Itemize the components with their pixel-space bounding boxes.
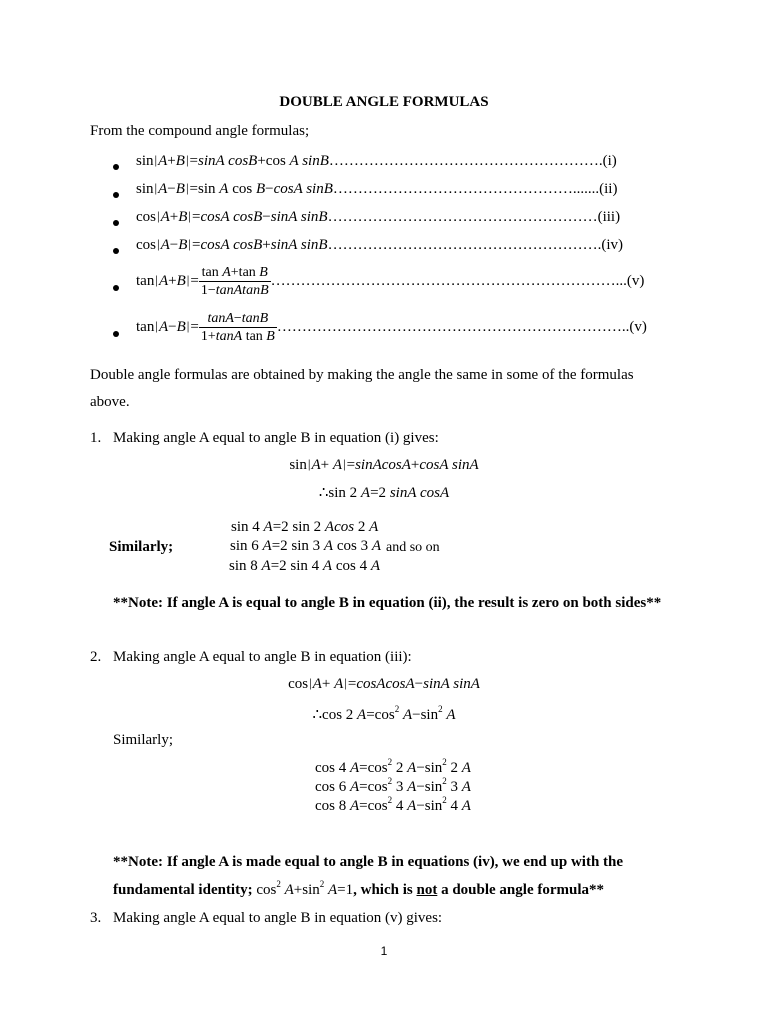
section-2-note-line-2 bbox=[113, 879, 605, 899]
eq-cos-6a: cos 6 $A=\cos^2$ 3 $A-\sin^2$ 3 A bbox=[315, 776, 471, 795]
section-2-note-line-1: **Note: If angle A is made equal to angle B in equations (iv), we end up with the bbox=[113, 854, 624, 870]
formula-vi: tan|A−B|= $\frac{\tan A-\tan B}{\text{1+tanA tan B}}$ ……………………………………………………………..(v) bbox=[136, 311, 647, 344]
note-fundamental-label: fundamental identity; bbox=[113, 882, 253, 898]
eq-cos-4a: cos 4 $A=\cos^2$ 2 $A-\sin^2$ 2 A bbox=[315, 757, 471, 776]
bullet-icon bbox=[113, 164, 119, 170]
eq-cos-2a: ∴cos 2 $A=\cos^2$ $A-\sin^2$ A bbox=[312, 704, 456, 723]
formula-vi-dots: ……………………………………………………………..(v) bbox=[276, 318, 647, 335]
formula-v: tan|A+B|= $\frac{\text{tan A+tan B}}{\text{1−tanAtanB}}$ ……………………………………………………………...(v) bbox=[136, 265, 645, 298]
intro-text: From the compound angle formulas; bbox=[90, 123, 310, 139]
section-3-text: Making angle A equal to angle B in equation (v) gives: bbox=[113, 910, 443, 926]
formula-i-dots: ……………………………………………….(i) bbox=[328, 153, 617, 169]
bullet-formula-i bbox=[113, 158, 119, 175]
fraction: $\frac{\text{tan A+tan B}}{\text{1−tanAtanB}}$ bbox=[200, 265, 269, 298]
formula-v-dots: ……………………………………………………………...(v) bbox=[270, 272, 645, 289]
similarly-label-1: Similarly; bbox=[109, 539, 174, 555]
section-1-text: Making angle A equal to angle B in equation (i) gives: bbox=[113, 430, 439, 446]
page-title: DOUBLE ANGLE FORMULAS bbox=[279, 94, 489, 110]
bullet-formula-iii bbox=[113, 214, 119, 231]
bullet-formula-vi bbox=[113, 325, 119, 342]
description-line-1: Double angle formulas are obtained by making the angle the same in some of the formulas bbox=[90, 367, 634, 383]
eq-fundamental-identity: $\cos^2 A+\sin^2$ A=1 bbox=[256, 879, 354, 898]
formula-iii-dots: ………………………………………………(iii) bbox=[327, 209, 621, 225]
section-3-number: 3. bbox=[90, 910, 102, 926]
formula-i: sin|A+B|=sinA cosB+cos A sinB……………………………………………….(i) bbox=[136, 152, 617, 169]
and-so-on-text: and so on bbox=[386, 540, 440, 555]
section-1-note: **Note: If angle A is equal to angle B in equation (ii), the result is zero on both sides** bbox=[113, 595, 662, 611]
eq-cos-a-plus-a: cos|A+ A|=cosAcosA−sinA sinA bbox=[288, 675, 480, 692]
section-1-number: 1. bbox=[90, 430, 102, 446]
note-which-is: , which is bbox=[353, 882, 413, 898]
description-line-2: above. bbox=[90, 394, 130, 410]
formula-iv: cos|A−B|=cosA cosB+sinA sinB……………………………………………….(iv) bbox=[136, 236, 624, 253]
eq-sin-8a: sin 8 A=2 sin 4 A cos 4 A bbox=[229, 558, 380, 574]
section-2-number: 2. bbox=[90, 649, 102, 665]
formula-iv-dots: ……………………………………………….(iv) bbox=[327, 237, 624, 253]
bullet-icon bbox=[113, 220, 119, 226]
eq-cos-8a: cos 8 $A=\cos^2$ 4 $A-\sin^2$ 4 A bbox=[315, 795, 471, 814]
formula-ii: sin|A−B|=sin A cos B−cosA sinB………………………………………….......(ii) bbox=[136, 180, 618, 197]
bullet-icon bbox=[113, 285, 119, 291]
eq-sin-2a: ∴sin 2 A=2 sinA cosA bbox=[318, 485, 450, 501]
page-number: 1 bbox=[380, 944, 388, 958]
eq-sin-4a: sin 4 A=2 sin 2 Acos 2 A bbox=[231, 519, 379, 535]
eq-sin-6a: sin 6 A=2 sin 3 A cos 3 A bbox=[230, 538, 381, 554]
fraction: $\frac{\tan A-\tan B}{\text{1+tanA tan B}}$ bbox=[200, 311, 275, 344]
section-2-text: Making angle A equal to angle B in equation (iii): bbox=[113, 649, 412, 665]
bullet-icon bbox=[113, 192, 119, 198]
similarly-label-2: Similarly; bbox=[113, 732, 173, 748]
bullet-icon bbox=[113, 331, 119, 337]
eq-sin-a-plus-a: sin|A+ A|=sinAcosA+cosA sinA bbox=[289, 456, 479, 473]
formula-ii-dots: ………………………………………….......(ii) bbox=[332, 181, 618, 197]
note-not-underlined: not bbox=[416, 882, 438, 898]
bullet-formula-v bbox=[113, 279, 119, 296]
bullet-formula-iv bbox=[113, 242, 119, 259]
bullet-icon bbox=[113, 248, 119, 254]
formula-iii: cos|A+B|=cosA cosB−sinA sinB………………………………………………(iii) bbox=[136, 208, 621, 225]
bullet-formula-ii bbox=[113, 186, 119, 203]
note-double-angle-text: a double angle formula** bbox=[441, 882, 605, 898]
